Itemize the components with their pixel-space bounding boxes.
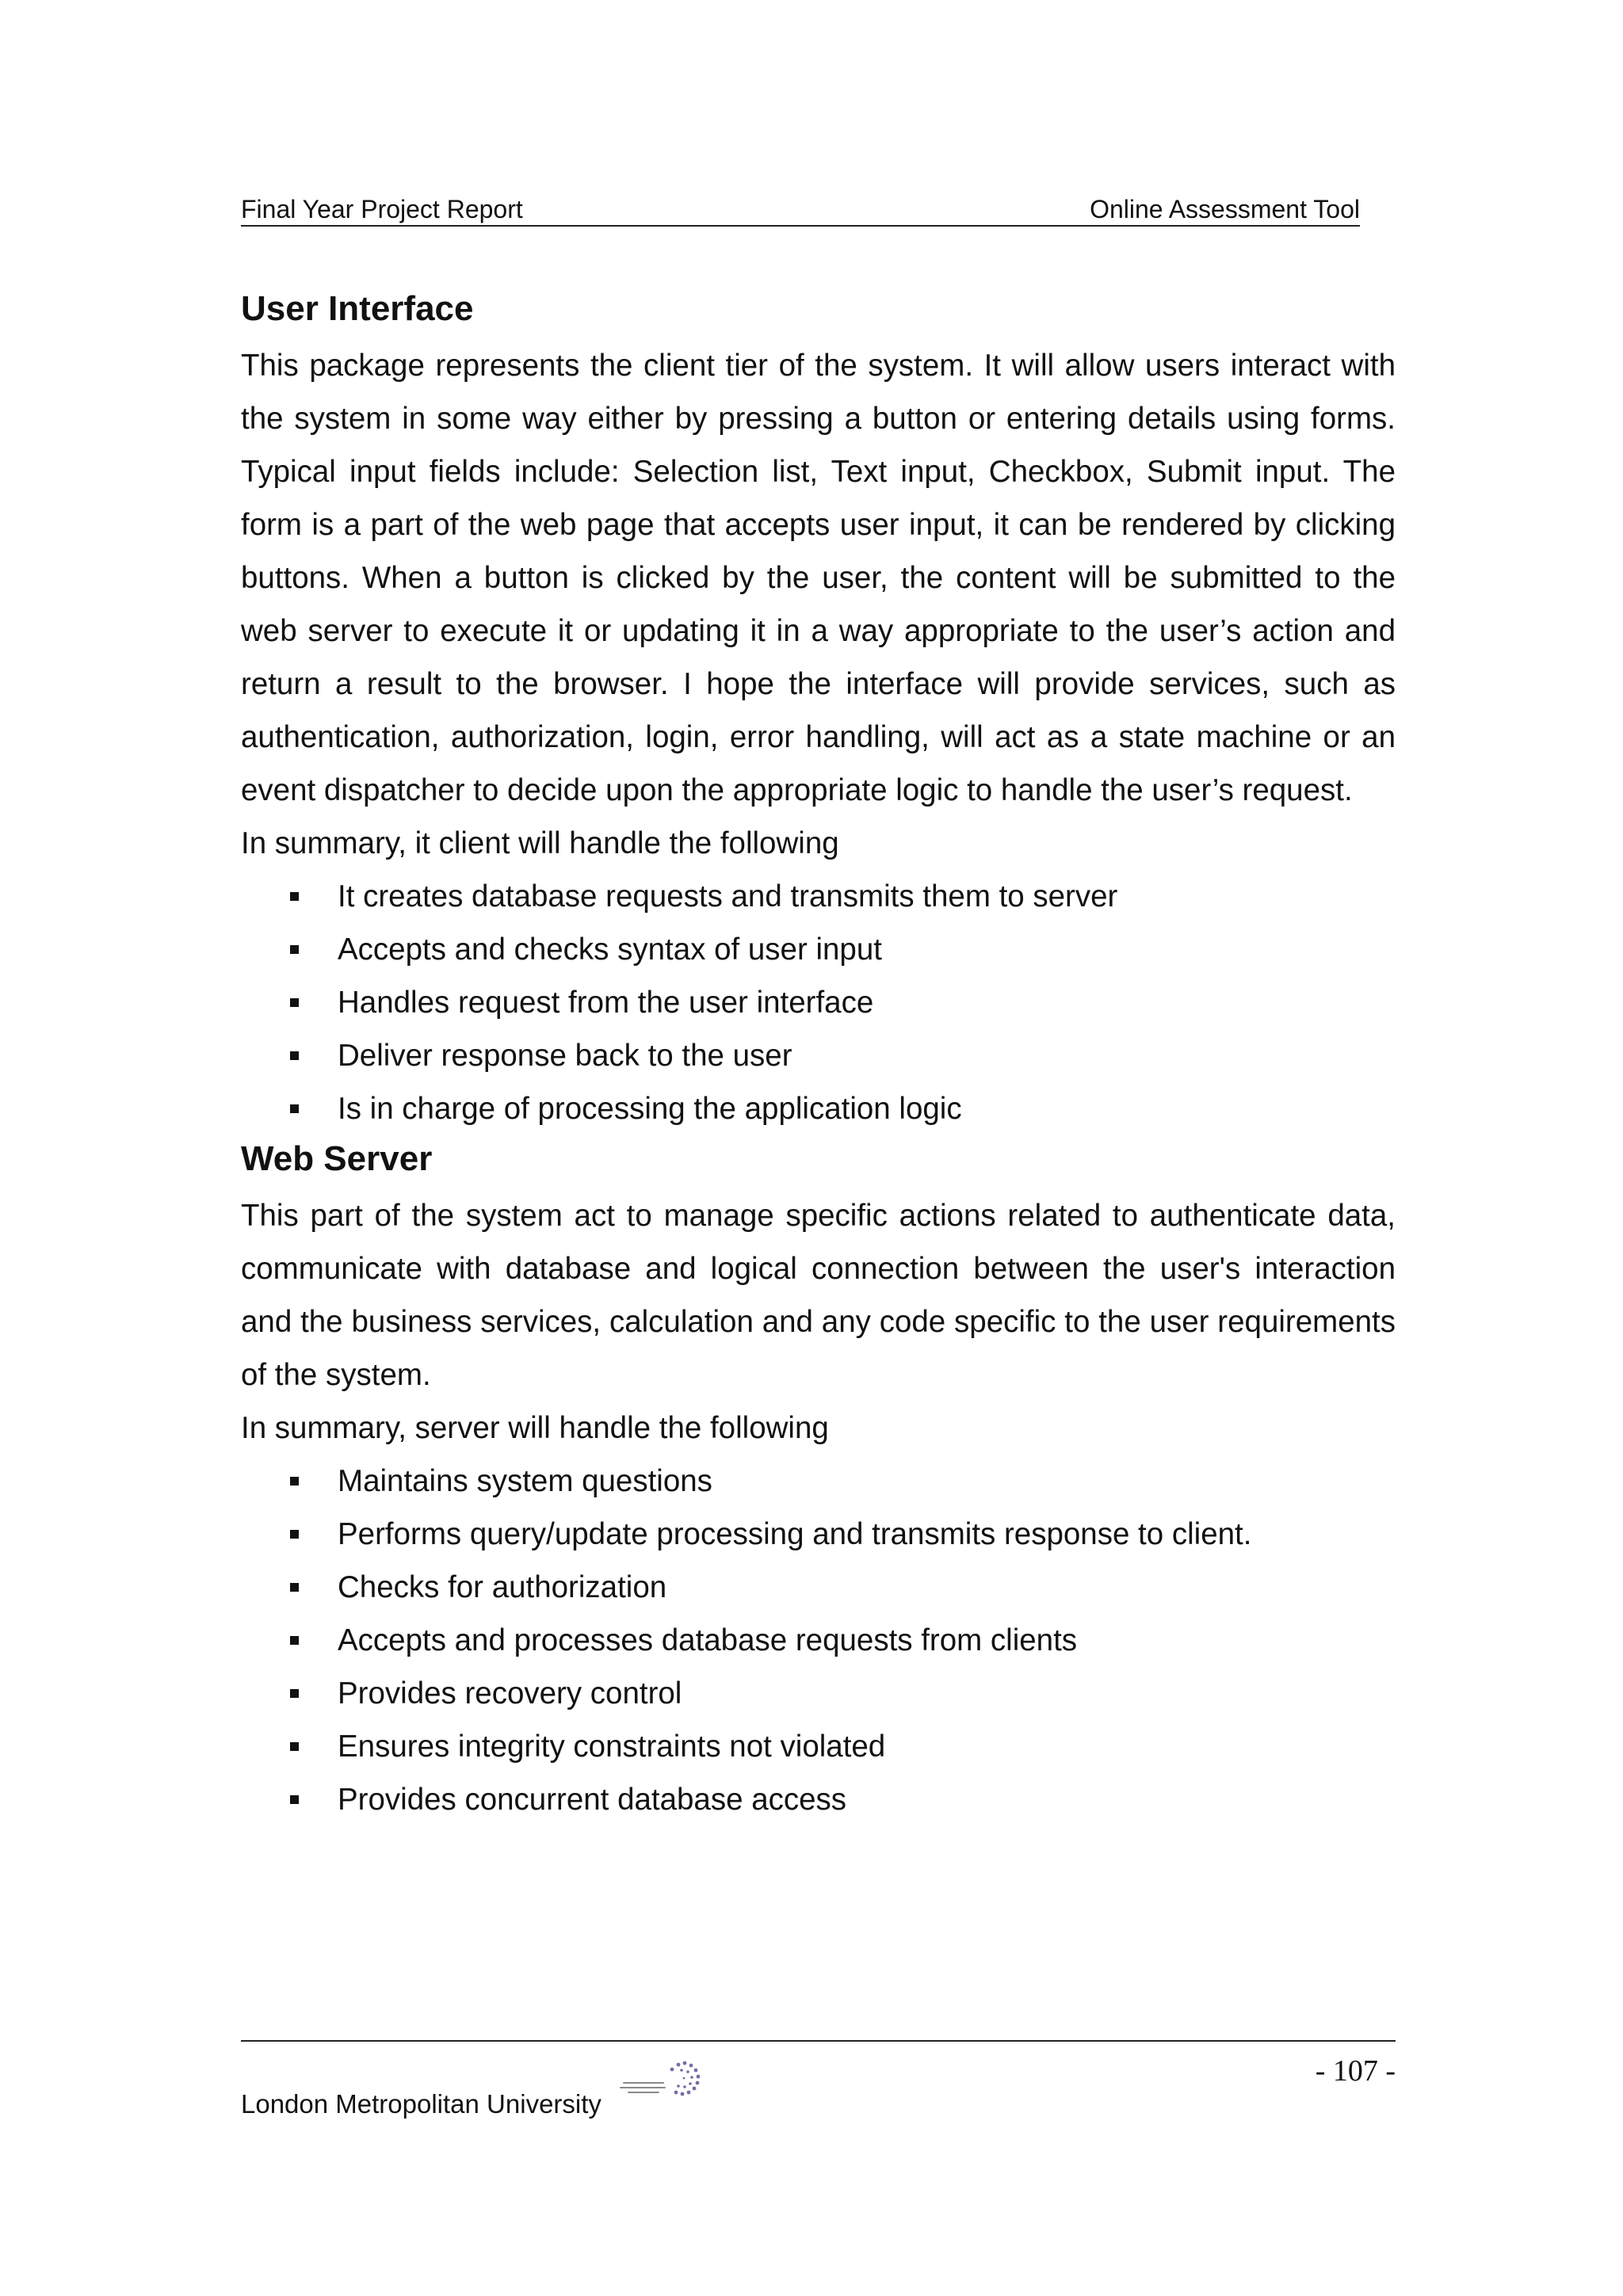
list-item: Maintains system questions [241,1455,1396,1508]
footer-university-name: London Metropolitan University [241,2089,601,2119]
summary-line: In summary, it client will handle the following [241,826,839,860]
section-heading: User Interface [241,289,474,328]
header-project-title: Online Assessment Tool [1090,195,1360,223]
section-paragraph: This part of the system act to manage specific actions related to authenticate data, communicate with database and logical connection between the user's interaction and the business services, calculation and any code specific to the user requirements of the system. [241,1199,1396,1392]
university-logo-icon [617,2058,704,2106]
page-number: - 107 - [1315,2054,1396,2088]
square-bullet-icon [290,1583,299,1592]
page-body [241,285,1396,1826]
list-item: Is in charge of processing the application logic [241,1082,1396,1135]
bullet-list [241,870,1396,1135]
section-paragraph: This package represents the client tier of the system. It will allow users interact with the system in some way either by pressing a button or entering details using forms. Typical input fields include: Selection list, Text input, Checkbox, Submit input. The form is a part of the web page that accepts user input, it can be rendered by clicking buttons. When a button is clicked by the user, the content will be submitted to the web server to execute it or updating it in a way appropriate to the user’s action and return a result to the browser. I hope the interface will provide services, such as authentication, authorization, login, error handling, will act as a state machine or an event dispatcher to decide upon the appropriate logic to handle the user’s request. [241,349,1396,807]
bullet-list [241,1455,1396,1826]
square-bullet-icon [290,1742,299,1751]
list-item: Accepts and checks syntax of user input [241,923,1396,976]
section-heading: Web Server [241,1139,433,1178]
summary-line: In summary, server will handle the following [241,1411,829,1445]
footer-divider [241,2040,1396,2042]
square-bullet-icon [290,1795,299,1804]
square-bullet-icon [290,998,299,1007]
list-item: Checks for authorization [241,1561,1396,1614]
list-item: Provides recovery control [241,1667,1396,1720]
list-item: Performs query/update processing and transmits response to client. [241,1508,1396,1561]
section-user-interface [241,285,1396,1135]
square-bullet-icon [290,945,299,954]
list-item: It creates database requests and transmits them to server [241,870,1396,923]
square-bullet-icon [290,1689,299,1698]
list-item: Deliver response back to the user [241,1029,1396,1082]
square-bullet-icon [290,1104,299,1113]
list-item: Handles request from the user interface [241,976,1396,1029]
list-item: Accepts and processes database requests from clients [241,1614,1396,1667]
square-bullet-icon [290,1477,299,1486]
list-item: Ensures integrity constraints not violated [241,1720,1396,1773]
square-bullet-icon [290,1051,299,1060]
square-bullet-icon [290,1530,299,1539]
square-bullet-icon [290,892,299,901]
page-header [241,193,1360,227]
section-web-server [241,1135,1396,1826]
square-bullet-icon [290,1636,299,1645]
list-item: Provides concurrent database access [241,1773,1396,1826]
header-report-title: Final Year Project Report [241,195,523,223]
